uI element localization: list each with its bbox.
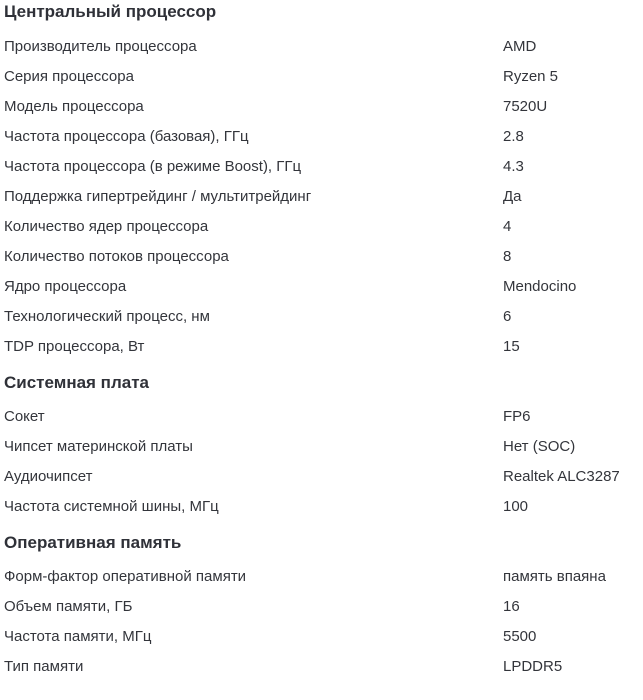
spec-row-bus-frequency bbox=[4, 492, 640, 522]
spec-row-memory-type bbox=[4, 652, 640, 682]
spec-label: Модель процессора bbox=[4, 98, 144, 115]
spec-row-chipset bbox=[4, 432, 640, 462]
spec-row-cpu-base-frequency bbox=[4, 122, 640, 152]
spec-label: Форм-фактор оперативной памяти bbox=[4, 568, 247, 585]
spec-value: 100 bbox=[503, 498, 529, 515]
section-title: Центральный процессор bbox=[4, 2, 217, 21]
spec-label: Аудиочипсет bbox=[4, 468, 93, 485]
spec-label: Ядро процессора bbox=[4, 278, 127, 295]
spec-label: Тип памяти bbox=[4, 658, 84, 675]
spec-label: Частота системной шины, МГц bbox=[4, 498, 219, 515]
spec-value: память впаяна bbox=[503, 568, 606, 585]
specifications-list bbox=[4, 0, 640, 682]
spec-value: AMD bbox=[503, 38, 537, 55]
spec-row-memory-size bbox=[4, 592, 640, 622]
section-motherboard bbox=[4, 362, 640, 522]
spec-label: Частота процессора (в режиме Boost), ГГц bbox=[4, 158, 302, 175]
section-title: Оперативная память bbox=[4, 533, 182, 552]
spec-label: Частота памяти, МГц bbox=[4, 628, 152, 645]
spec-value: 5500 bbox=[503, 628, 537, 645]
spec-value: 7520U bbox=[503, 98, 548, 115]
spec-label: Производитель процессора bbox=[4, 38, 197, 55]
spec-value: Ryzen 5 bbox=[503, 68, 559, 85]
spec-label: Чипсет материнской платы bbox=[4, 438, 193, 455]
spec-row-cpu-model bbox=[4, 92, 640, 122]
spec-value: 8 bbox=[503, 248, 512, 265]
spec-row-socket bbox=[4, 402, 640, 432]
spec-value: 6 bbox=[503, 308, 512, 325]
spec-label: Объем памяти, ГБ bbox=[4, 598, 133, 615]
spec-row-cpu-threads bbox=[4, 242, 640, 272]
spec-row-cpu-boost-frequency bbox=[4, 152, 640, 182]
spec-row-cpu-core-name bbox=[4, 272, 640, 302]
spec-value: Да bbox=[503, 188, 522, 205]
spec-value: 4 bbox=[503, 218, 512, 235]
section-cpu bbox=[4, 0, 640, 362]
spec-row-cpu-series bbox=[4, 62, 640, 92]
spec-row-memory-frequency bbox=[4, 622, 640, 652]
spec-row-cpu-hyperthreading bbox=[4, 182, 640, 212]
section-title: Системная плата bbox=[4, 373, 149, 392]
spec-label: Количество потоков процессора bbox=[4, 248, 229, 265]
spec-label: Серия процессора bbox=[4, 68, 134, 85]
section-memory bbox=[4, 522, 640, 682]
spec-row-cpu-manufacturer bbox=[4, 32, 640, 62]
spec-value: Mendocino bbox=[503, 278, 577, 295]
spec-value: Нет (SOC) bbox=[503, 438, 576, 455]
spec-label: Сокет bbox=[4, 408, 45, 425]
spec-row-audio-chipset bbox=[4, 462, 640, 492]
spec-value: 16 bbox=[503, 598, 520, 615]
spec-value: 15 bbox=[503, 338, 520, 355]
spec-value: 4.3 bbox=[503, 158, 524, 175]
spec-label: Количество ядер процессора bbox=[4, 218, 209, 235]
spec-value: Realtek ALC3287 bbox=[503, 468, 620, 485]
spec-label: Технологический процесс, нм bbox=[4, 308, 210, 325]
spec-label: TDP процессора, Вт bbox=[4, 338, 145, 355]
spec-value: 2.8 bbox=[503, 128, 524, 145]
spec-row-cpu-process bbox=[4, 302, 640, 332]
spec-label: Поддержка гипертрейдинг / мультитрейдинг bbox=[4, 188, 312, 205]
spec-value: LPDDR5 bbox=[503, 658, 563, 675]
spec-label: Частота процессора (базовая), ГГц bbox=[4, 128, 249, 145]
spec-row-cpu-cores bbox=[4, 212, 640, 242]
spec-row-memory-form-factor bbox=[4, 562, 640, 592]
spec-value: FP6 bbox=[503, 408, 531, 425]
spec-row-cpu-tdp bbox=[4, 332, 640, 362]
